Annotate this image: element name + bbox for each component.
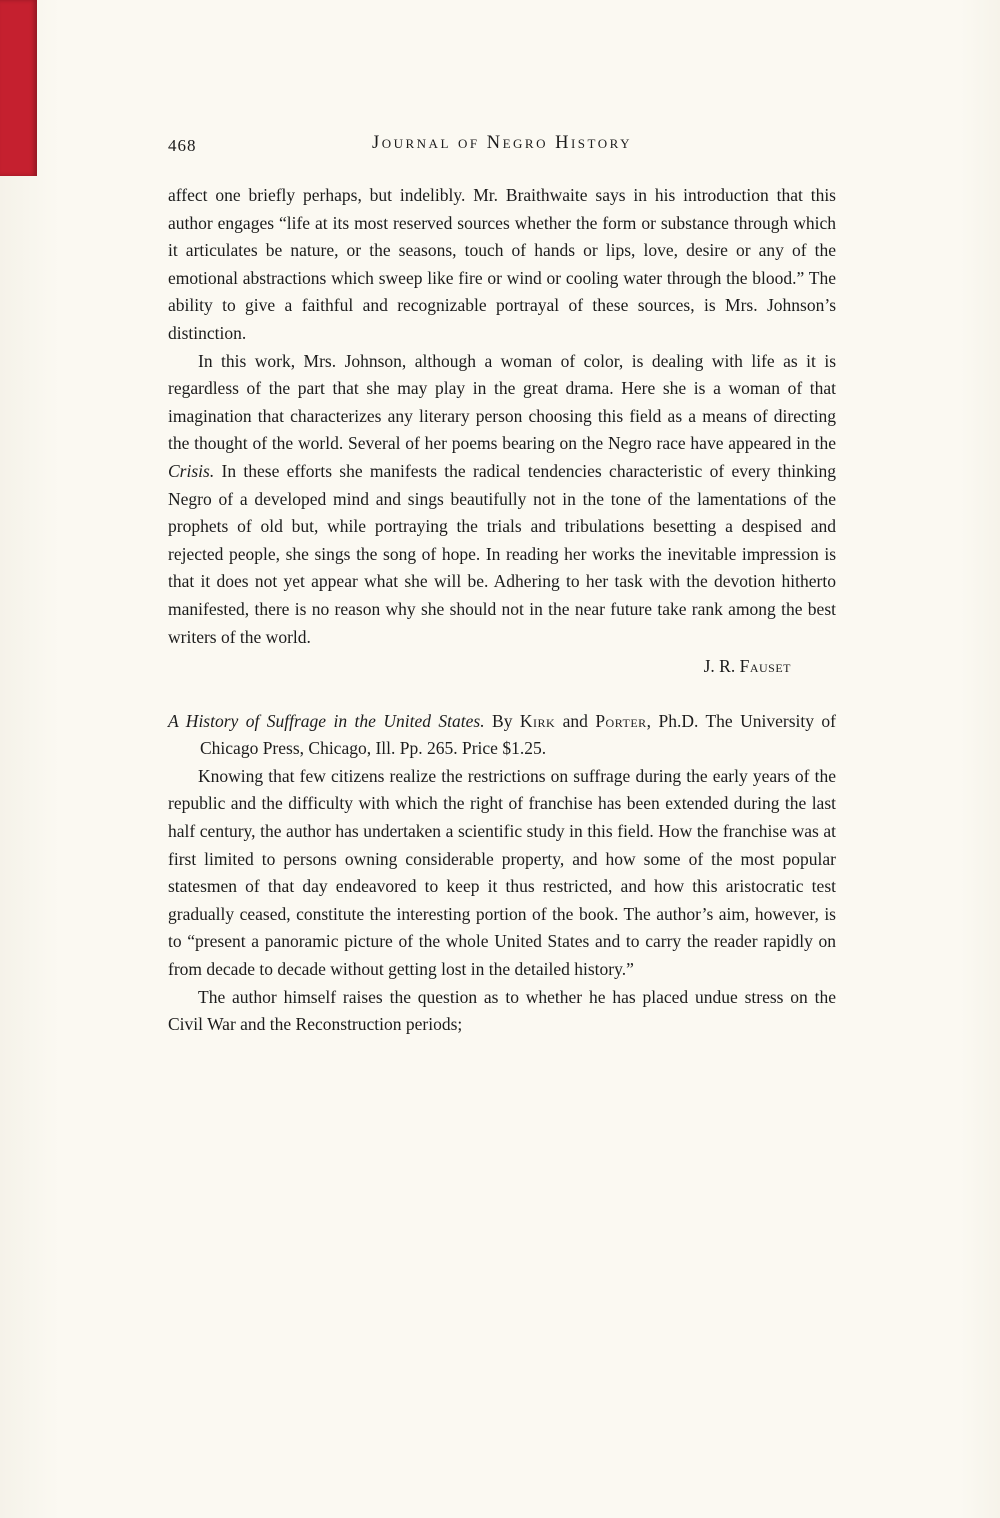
text-segment: Knowing that few citizens realize the restrictions on suffrage during the early years of the republic and the difficulty with which the right of franchise has been extended during the last half century, the author has undertaken a scientific study in this field. How the franchise was at first limited to persons owning considerable property, and how some of the most popular statesmen of that day endeavored to keep it thus restricted, and how this aristocratic test gradually ceased, constitute the interesting portion of the book. The author’s aim, however, is to “present a panoramic picture of the whole United States and to carry the reader rapidly on from decade to decade without getting lost in the detailed history.” — [168, 765, 836, 980]
citation-by: By — [484, 710, 520, 731]
citation-conjunction: and — [555, 710, 596, 731]
periodical-title-crisis: Crisis. — [168, 460, 215, 481]
page-number: 468 — [168, 136, 197, 155]
review-paragraph-2 — [168, 984, 836, 1039]
signature-surname: Fauset — [739, 656, 791, 677]
book-spine-edge — [0, 0, 37, 176]
citation-publisher-price: , Ph.D. The University of Chicago Press, Chicago, Ill. Pp. 265. Price $1.25. — [200, 710, 836, 759]
article-paragraph-continued — [168, 182, 836, 348]
citation-author-2: Porter — [595, 710, 647, 731]
article-paragraph-2 — [168, 348, 836, 652]
citation-author-1: Kirk — [519, 710, 556, 731]
text-segment: The author himself raises the question as to whether he has placed undue stress on the Civil War and the Reconstruction periods; — [168, 986, 836, 1035]
text-segment: In these efforts she manifests the radical tendencies characteristic of every thinking Negro of a developed mind and sings beautifully not in the tone of the lamentations of the prophets of old but, while portraying the trials and tribulations besetting a despised and rejected people, she sings the song of hope. In reading her works the inevitable impression is that it does not yet appear what she will be. Adhering to her task with the devotion hitherto manifested, there is no reason why she should not in the near future take rank among the best writers of the world. — [168, 460, 836, 647]
running-title: Journal of Negro History — [372, 133, 632, 153]
signature-initials: J. R. — [703, 656, 740, 677]
reviewed-book-title: A History of Suffrage in the United States. — [168, 710, 485, 731]
text-segment: affect one briefly perhaps, but indelibly. Mr. Braithwaite says in his introduction that this author engages “life at its most reserved sources whether the form or substance through which it articulates be nature, or the seasons, touch of hands or lips, love, desire or any of the emotional abstractions which sweep like fire or wind or cooling water through the blood.” The ability to give a faithful and recognizable portrayal of these sources, is Mrs. Johnson’s distinction. — [168, 185, 836, 343]
review-citation — [168, 708, 836, 763]
page-text-column — [168, 130, 836, 1039]
reviewer-signature — [168, 653, 836, 681]
text-segment: In this work, Mrs. Johnson, although a woman of color, is dealing with life as it is regardless of the part that she may play in the great drama. Here she is a woman of that imagination that characterizes any literary person choosing this field as a means of directing the thought of the world. Several of her poems bearing on the Negro race have appeared in the — [168, 350, 836, 454]
review-paragraph-1 — [168, 763, 836, 984]
page-header — [168, 130, 836, 162]
